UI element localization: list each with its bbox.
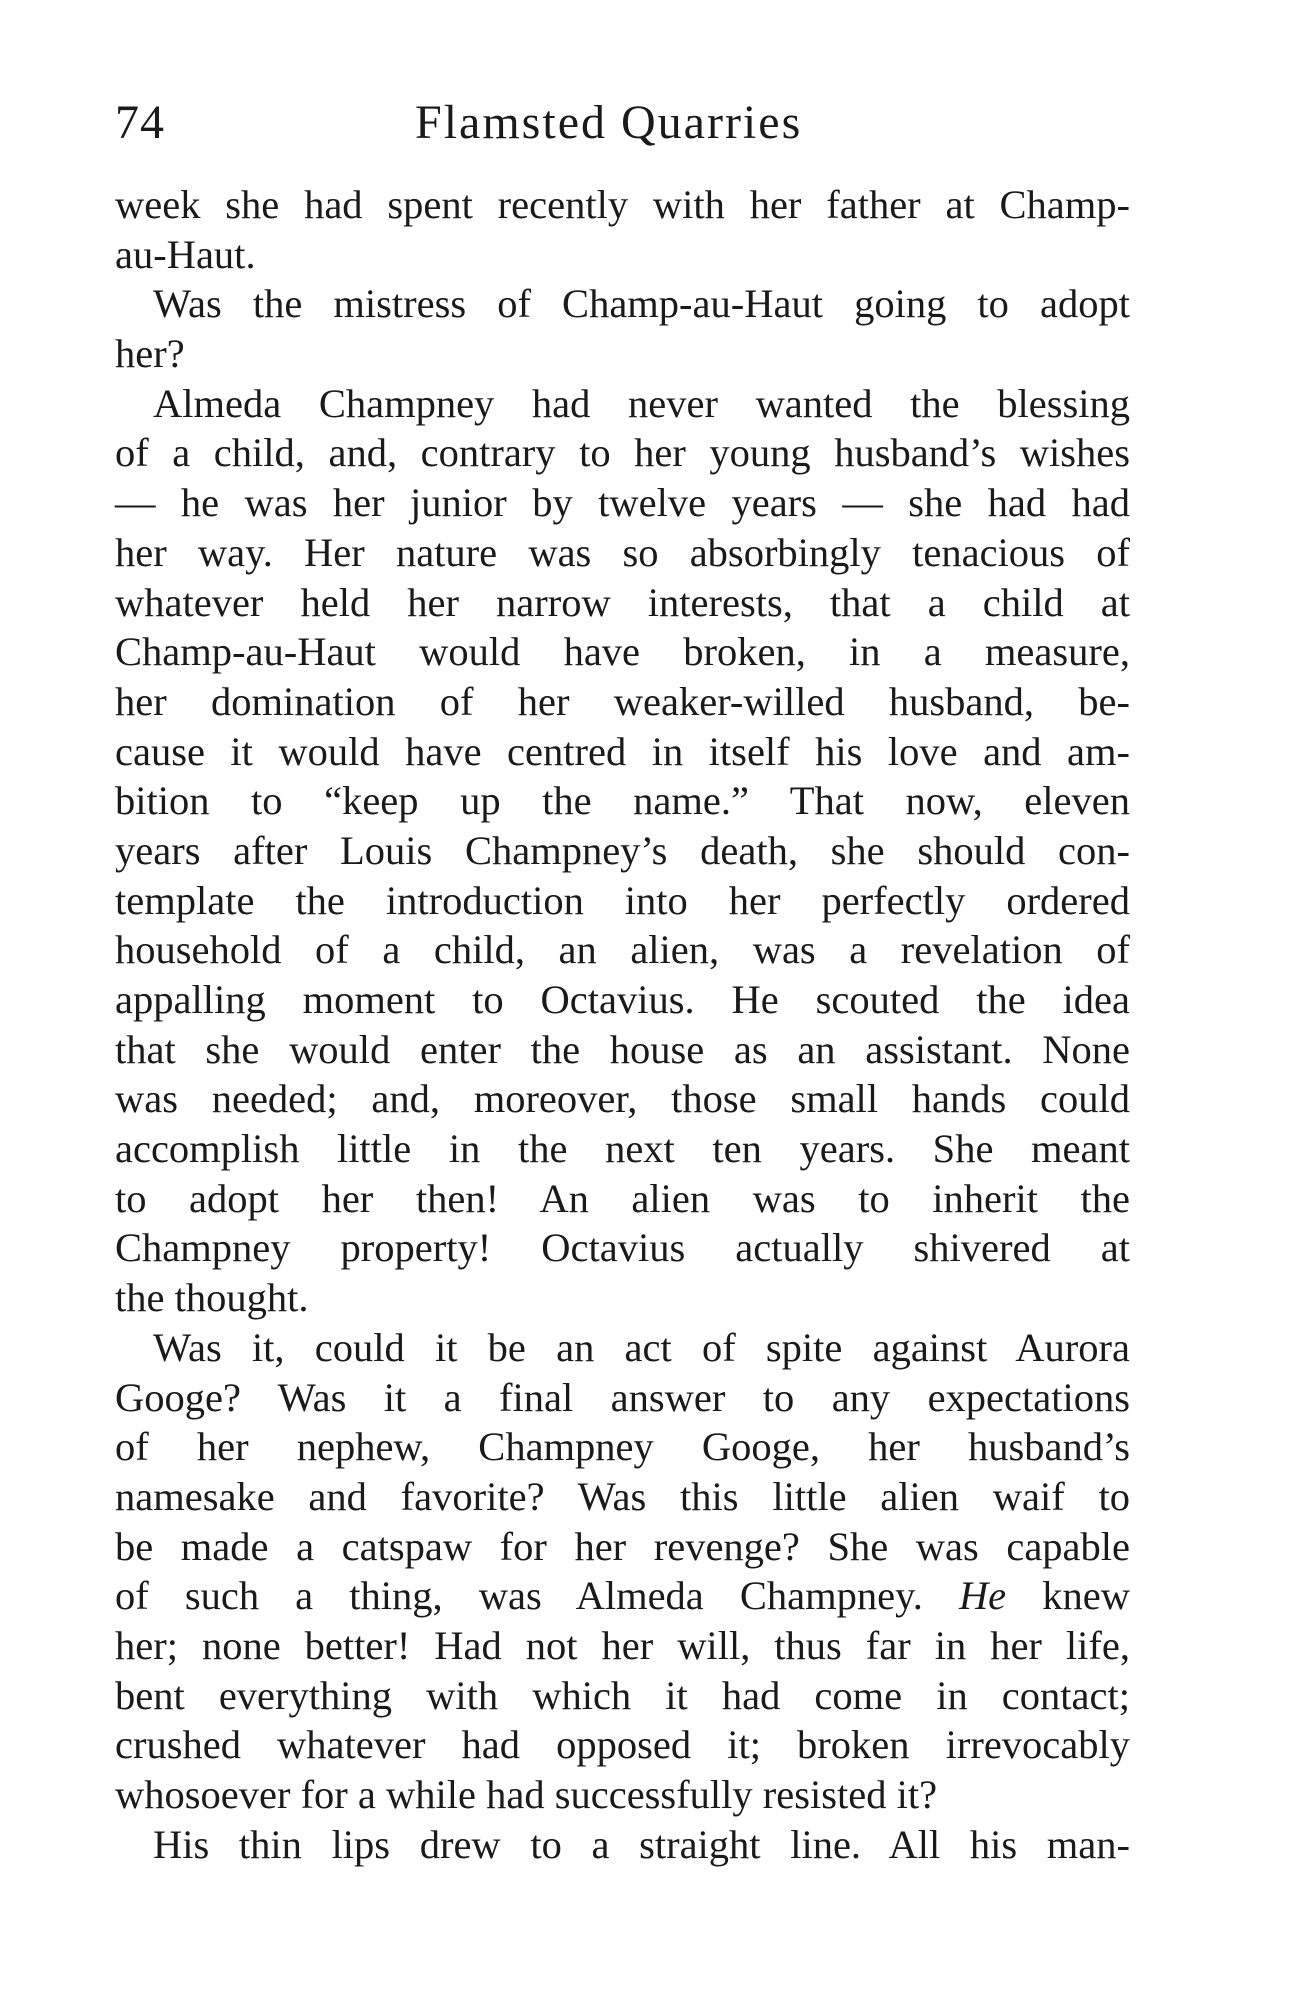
- text-line: bent everything with which it had come in contact;: [115, 1672, 1130, 1718]
- text-line: cause it would have centred in itself his love and am-: [115, 728, 1130, 774]
- text-line: Was the mistress of Champ-au-Haut going to adopt: [153, 281, 1130, 327]
- text-line: bition to “keep up the name.” That now, eleven: [115, 778, 1130, 824]
- text-line: the thought.: [115, 1275, 309, 1321]
- text-line: her?: [115, 331, 185, 377]
- body-text: [115, 180, 1130, 1869]
- text-line: au-Haut.: [115, 231, 256, 277]
- text-segment: knew: [1006, 1573, 1130, 1619]
- text-line: to adopt her then! An alien was to inherit the: [115, 1175, 1130, 1221]
- text-line: accomplish little in the next ten years. She meant: [115, 1126, 1130, 1172]
- text-line: be made a catspaw for her revenge? She was capable: [115, 1523, 1130, 1569]
- text-line: appalling moment to Octavius. He scouted the idea: [115, 977, 1130, 1022]
- text-line: whosoever for a while had successfully resisted it?: [115, 1772, 938, 1817]
- text-line: His thin lips drew to a straight line. All his man-: [153, 1821, 1130, 1867]
- text-line: household of a child, an alien, was a revelation of: [115, 927, 1130, 973]
- text-line: Googe? Was it a final answer to any expectations: [115, 1374, 1130, 1420]
- book-title: Flamsted Quarries: [415, 96, 803, 149]
- text-line: week she had spent recently with her father at Champ-: [115, 182, 1130, 227]
- text-line: Champ-au-Haut would have broken, in a measure,: [115, 629, 1130, 675]
- text-line: Was it, could it be an act of spite against Aurora: [153, 1324, 1130, 1370]
- text-line: her; none better! Had not her will, thus far in her life,: [115, 1622, 1130, 1668]
- text-line: namesake and favorite? Was this little alien waif to: [115, 1473, 1130, 1519]
- text-line: of her nephew, Champney Googe, her husband’s: [115, 1424, 1130, 1470]
- text-line: — he was her junior by twelve years — she had had: [115, 480, 1130, 526]
- text-line: Champney property! Octavius actually shivered at: [115, 1225, 1130, 1271]
- text-line: her way. Her nature was so absorbingly tenacious of: [115, 529, 1130, 575]
- text-line: whatever held her narrow interests, that a child at: [115, 579, 1130, 625]
- text-line: [115, 1571, 1130, 1621]
- text-line: years after Louis Champney’s death, she should con-: [115, 827, 1130, 873]
- text-line: crushed whatever had opposed it; broken irrevocably: [115, 1722, 1130, 1768]
- text-line: Almeda Champney had never wanted the blessing: [153, 380, 1130, 426]
- text-line: template the introduction into her perfectly ordered: [115, 877, 1130, 923]
- text-line: that she would enter the house as an assistant. None: [115, 1026, 1130, 1072]
- text-line: was needed; and, moreover, those small hands could: [115, 1076, 1130, 1122]
- emphasized-word: He: [958, 1573, 1007, 1619]
- text-line: her domination of her weaker-willed husband, be-: [115, 678, 1130, 724]
- text-segment: of such a thing, was Almeda Champney.: [115, 1573, 959, 1619]
- running-head: [115, 95, 1125, 165]
- page-number: 74: [115, 96, 165, 149]
- text-line: of a child, and, contrary to her young husband’s wishes: [115, 430, 1130, 476]
